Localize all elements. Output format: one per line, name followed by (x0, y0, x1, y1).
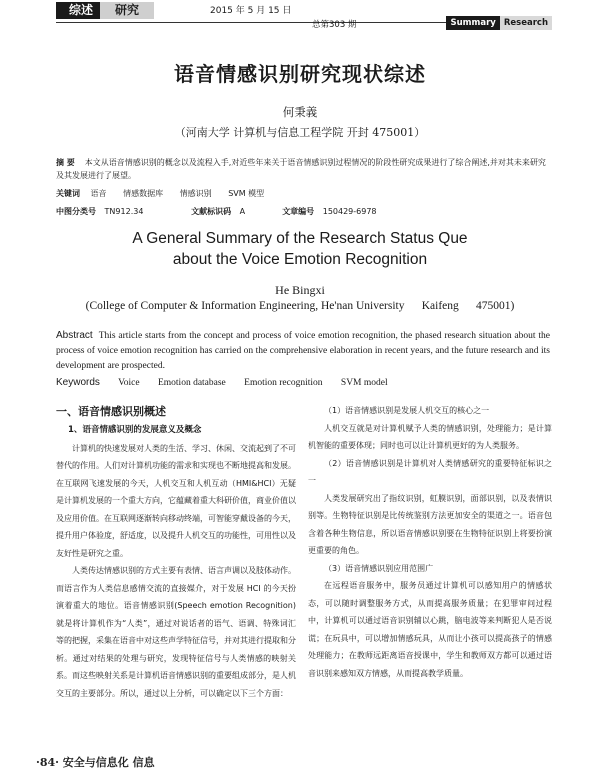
abstract-cn (56, 156, 546, 182)
keyword-cn: SVM 模型 (228, 189, 265, 198)
classification-row (56, 206, 377, 217)
keyword-en: Emotion database (157, 378, 226, 388)
keywords-en-label: Keywords (56, 377, 100, 388)
badge-research: Research (500, 16, 552, 30)
abstract-cn-text: 本文从语音情感识别的概念以及流程入手,对近些年来关于语音情感识别过程情况的阶段性研究成果进行了综合阐述,并对其未来研究及其发展进行了展望。 (56, 158, 546, 180)
article-title-cn: 语音情感识别研究现状综述 (174, 62, 426, 86)
keyword-en: SVM model (340, 378, 388, 388)
category-tag-research: 研究 (100, 2, 154, 19)
body-paragraph: 人类发展研究出了指纹识别，虹膜识别，面部识别，以及表情识别等。生物特征识别是比传统鉴别方法更加安全的渠道之一。语音包含着各种生物信息，所以语音情感识别要在生物特征识别上将要扮演更重要的角色。 (308, 493, 552, 555)
body-paragraph: 计算机的快速发展对人类的生活、学习、休闲、交流起到了不可替代的作用。人们对计算机功能的需求和实现也不断地提高和发展。在互联网飞速发展的今天，人机交互和人机互动（HMI&HCI）无疑是计算机发展的一个重大方向，它蕴藏着重大科研价值，商业价值以及应用价值。在互联网逐渐转向移动终端，可智能穿戴设备的今天，提升用户体验度，舒适度，以及提升人机交互的功能性，可用性以及友好性是研究之重。 (56, 443, 296, 558)
affiliation-en: (College of Computer & Information Engineering, He'nan University Kaifeng 475001) (85, 300, 515, 312)
abstract-en-text: This article starts from the concept and process of voice emotion recognition, the phased research situation about the process of voice emotion recognition has carried on the comprehensive elaboration in recent years, and the future research and its development are prospected. (56, 331, 550, 371)
keywords-cn-label: 关键词 (56, 189, 80, 198)
keywords-cn (56, 188, 278, 199)
author-name-en: He Bingxi (275, 283, 325, 297)
body-paragraph: 人类传达情感识别的方式主要有表情、语言声调以及肢体动作。而语言作为人类信息感情交流的直接媒介，对于发展 HCI 的今天扮演着重大的地位。语音情感识别(Speech emotion Recognition)就是将计算机作为“人类”，通过对说话者的语气、语调、特殊词汇等的把握，采集在语音中对这些声学特征信号，并对其进行提取和分析。通过对结果的处理与研究，发现特征信号与人类情感的映射关系。而这些映射关系是计算机语音情感识别的重要组成部分，是人机交互的主要部分。所以，通过以上分析，可以确定以下三个方面： (56, 566, 296, 698)
category-tag-review: 综述 (56, 2, 106, 19)
doc-code-label: 文献标识码 (191, 207, 232, 216)
section-badge (446, 16, 552, 30)
keyword-cn: 情感数据库 (123, 189, 164, 198)
article-no-label: 文章编号 (282, 207, 315, 216)
abstract-cn-label: 摘 要 (56, 158, 75, 167)
article-title-en (0, 228, 600, 270)
body-paragraph: （2）语音情感识别是计算机对人类情感研究的重要特征标识之一 (308, 458, 552, 485)
body-column-left (56, 402, 296, 702)
issue-number: 总第303 期 (312, 20, 357, 30)
page-header (0, 0, 600, 30)
clc-value: TN912.34 (104, 207, 144, 216)
article-title-en-text: A General Summary of the Research Status Que about the Voice Emotion Recognition (132, 230, 468, 268)
affiliation-cn: （河南大学 计算机与信息工程学院 开封 475001） (174, 126, 426, 139)
page-footer: ·84· 安全与信息化 信息 (36, 756, 155, 769)
abstract-en-label: Abstract (56, 330, 93, 341)
keywords-en (56, 377, 404, 388)
section-heading: 一、语音情感识别概述 (56, 405, 166, 418)
issue-date: 2015 年 5 月 15 日 (210, 6, 292, 16)
clc-label: 中图分类号 (56, 207, 96, 216)
body-column-right (308, 402, 552, 682)
body-paragraph: 人机交互就是对计算机赋予人类的情感识别，处理能力；是计算机智能的重要体现；同时也可以让计算机更好的为人类服务。 (308, 423, 552, 450)
keyword-en: Emotion recognition (244, 378, 323, 388)
keyword-cn: 语音 (90, 189, 107, 198)
body-paragraph: 在远程语音服务中，服务员通过计算机可以感知用户的情感状态，可以随时调整服务方式，从而提高服务质量；在犯罪审问过程中，计算机可以通过语音识别辅以心跳，脑电波等来判断犯人是否说谎；在玩具中，可以增加情感玩具，从而让小孩可以提高孩子的情感处理能力；在教师远距离语音授课中，学生和教师双方都可以通过语音识别来感知双方情感，从而提高教学质量。 (308, 581, 552, 678)
body-paragraph: （1）语音情感识别是发展人机交互的核心之一 (324, 406, 490, 415)
keyword-en: Voice (118, 378, 140, 388)
badge-summary: Summary (446, 16, 499, 30)
article-no-value: 150429-6978 (322, 207, 377, 216)
keyword-cn: 情感识别 (179, 189, 212, 198)
abstract-en (56, 328, 550, 374)
subsection-heading: 1、语音情感识别的发展意义及概念 (68, 425, 202, 435)
body-paragraph: （3）语音情感识别应用范围广 (324, 563, 434, 573)
author-name-cn: 何秉義 (282, 105, 318, 119)
doc-code-value: A (239, 207, 246, 216)
